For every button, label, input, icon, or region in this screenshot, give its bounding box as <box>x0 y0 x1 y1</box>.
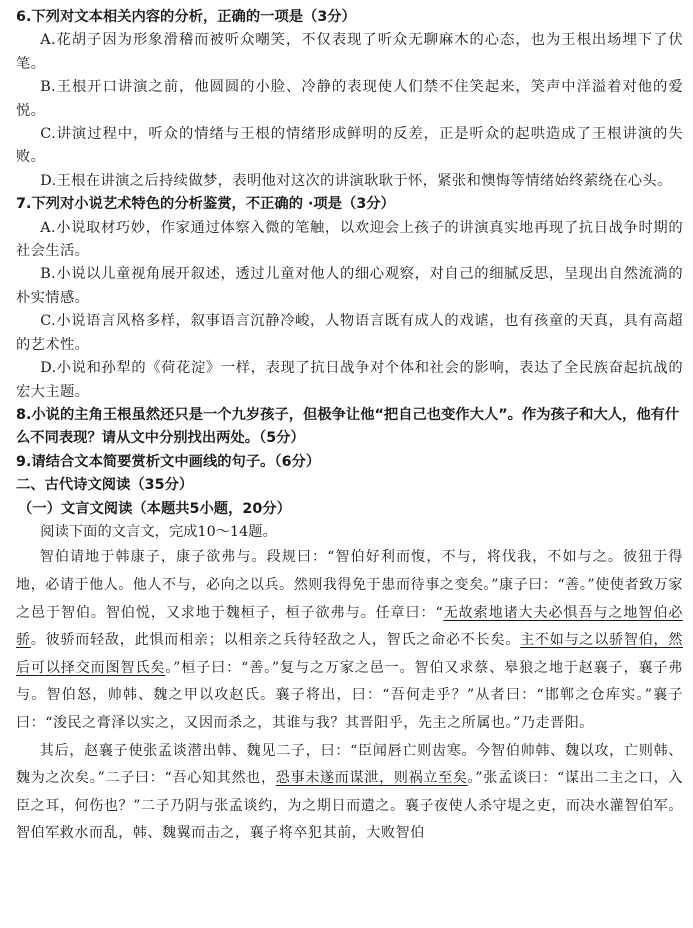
passage-paragraph-2 <box>16 738 683 848</box>
question-6-option-d: D.王根在讲演之后持续做梦，表明他对这次的讲演耿耿于怀，紧张和懊悔等情绪始终萦绕在心头。 <box>40 172 672 189</box>
question-8-stem: 8.小说的主角王根虽然还只是一个九岁孩子，但极争让他“把自己也变作大人”。作为孩子和大人，他有什么不同表现？请从文中分别找出两处。（5分） <box>16 406 680 447</box>
question-7-option-b: B.小说以儿童视角展开叙述，透过儿童对他人的细心观察，对自己的细腻反思，呈现出自然流淌的朴实情感。 <box>16 266 683 306</box>
question-6-stem: 6.下列对文本相关内容的分析，正确的一项是（3分） <box>16 9 356 25</box>
passage-text: 。彼骄而轻敌，此惧而相亲；以相亲之兵待轻敌之人，智氏之命必不长矣。 <box>30 632 521 649</box>
question-7-option-a: A.小说取材巧妙，作家通过体察入微的笔触，以欢迎会上孩子的讲演真实地再现了抗日战争时期的社会生活。 <box>16 219 683 260</box>
underlined-sentence: 恐事未遂而谋泄，则祸立至矣 <box>275 770 468 787</box>
passage-text: 。”桓子曰：“善。”复与之万家之邑一。智伯又求蔡、皋狼之地于赵襄子，襄子弗与。智伯怒，帅韩、魏之甲以攻赵氏。襄子将出，曰：“吾何走乎？”从者曰：“邯郸之仓库实。”襄子曰：“浚民之膏泽以实之，又因而杀之，其谁与我？其晋阳乎，先主之所属也。”乃走晋阳。 <box>16 659 684 731</box>
passage-text: 智伯请地于韩康子，康子欲弗与。段规曰：“智伯好利而愎，不与，将伐我，不如与之。彼狃于得地，必请于他人。他人不与，必向之以兵。然则我得免于患而待事之变矣。”康子曰：“善。”使使者致万家之邑于智伯。智伯悦，又求地于魏桓子，桓子欲弗与。任章曰：“ <box>16 549 683 621</box>
underlined-sentence: 无故索地诸大夫必惧吾与之地智伯必骄 <box>16 604 683 649</box>
question-6-option-a: A.花胡子因为形象滑稽而被听众嘲笑，不仅表现了听众无聊麻木的心态，也为王根出场埋下了伏笔。 <box>16 32 683 72</box>
section-subtitle: （一）文言文阅读（本题共5小题，20分） <box>18 500 291 517</box>
question-7-option-c: C.小说语言风格多样，叙事语言沉静冷峻，人物语言既有成人的戏谑，也有孩童的天真，具有高超的艺术性。 <box>16 313 683 353</box>
question-7-option-d: D.小说和孙犁的《荷花淀》一样，表现了抗日战争对个体和社会的影响，表达了全民族奋起抗战的宏大主题。 <box>16 360 683 400</box>
question-6-option-b: B.王根开口讲演之前，他圆圆的小脸、冷静的表现使人们禁不住笑起来，笑声中洋溢着对他的爱悦。 <box>16 79 683 119</box>
section-instructions: 阅读下面的文言文，完成10～14题。 <box>40 523 277 540</box>
question-9-stem: 9.请结合文本简要赏析文中画线的句子。（6分） <box>16 453 321 470</box>
passage-text: 。”张孟谈曰：“谋出二主之口，入臣之耳，何伤也？”二子乃阴与张孟谈约，为之期日而遣之。襄子夜使人杀守堤之吏，而决水灌智伯军。智伯军救水而乱，韩、魏翼而击之，襄子将卒犯其前，大败智伯 <box>16 770 683 842</box>
passage-paragraph-1 <box>16 544 683 737</box>
passage-text: 其后，赵襄子使张孟谈潜出韩、魏见二子，曰：“臣闻唇亡则齿寒。今智伯帅韩、魏以攻，亡则韩、魏为之次矣。”二子曰：“吾心知其然也， <box>16 742 683 787</box>
underlined-sentence: 主不如与之以骄智伯，然后可以择交而图智氏矣 <box>16 632 683 676</box>
question-7-stem: 7.下列对小说艺术特色的分析鉴赏，不正确的 ·项是（3分） <box>16 196 395 213</box>
question-6-option-c: C.讲演过程中，听众的情绪与王根的情绪形成鲜明的反差，正是听众的起哄造成了王根讲演的失败。 <box>16 126 683 166</box>
section-title: 二、古代诗文阅读（35分） <box>16 477 194 494</box>
